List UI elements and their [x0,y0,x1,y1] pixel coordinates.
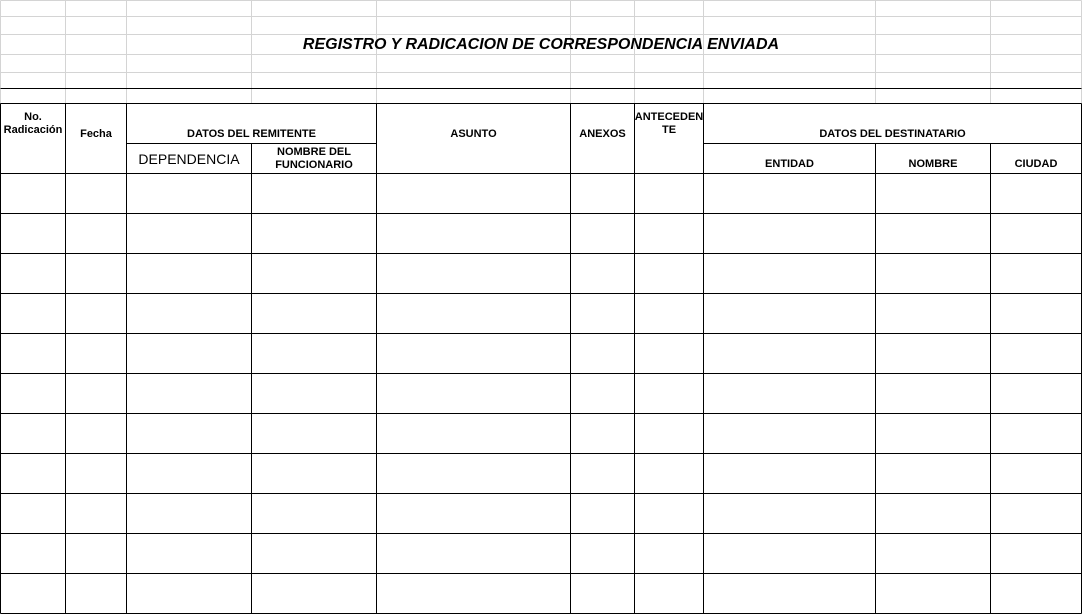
table-cell[interactable] [571,214,634,253]
table-cell[interactable] [991,414,1081,453]
table-cell[interactable] [127,174,251,213]
table-cell[interactable] [704,534,875,573]
header-entidad: ENTIDAD [765,158,814,170]
table-cell[interactable] [66,334,126,373]
table-cell[interactable] [1,214,65,253]
table-cell[interactable] [127,334,251,373]
table-cell[interactable] [66,574,126,613]
table-cell[interactable] [377,254,570,293]
table-cell[interactable] [66,454,126,493]
header-fecha: Fecha [80,128,112,140]
table-cell[interactable] [127,414,251,453]
table-cell[interactable] [635,294,703,333]
table-cell[interactable] [571,494,634,533]
table-cell[interactable] [876,454,990,493]
table-cell[interactable] [876,294,990,333]
table-cell[interactable] [1,334,65,373]
table-cell[interactable] [635,214,703,253]
table-cell[interactable] [704,334,875,373]
table-cell[interactable] [704,254,875,293]
table-cell[interactable] [252,174,376,213]
header-antecedente-line1: ANTECEDEN [634,110,704,123]
table-cell[interactable] [1,174,65,213]
table-cell[interactable] [571,294,634,333]
header-antecedente-line2: TE [661,123,677,136]
table-cell[interactable] [1,534,65,573]
table-cell[interactable] [991,574,1081,613]
table-cell[interactable] [571,334,634,373]
header-no-radicacion [1,104,65,143]
table-cell[interactable] [1,494,65,533]
table-cell[interactable] [66,494,126,533]
table-cell[interactable] [571,454,634,493]
header-datos-remitente: DATOS DEL REMITENTE [187,128,316,140]
header-nombre: NOMBRE [908,158,958,170]
table-cell[interactable] [704,294,875,333]
table-cell[interactable] [127,454,251,493]
table-cell[interactable] [991,174,1081,213]
table-cell[interactable] [66,214,126,253]
table-cell[interactable] [377,294,570,333]
table-cell[interactable] [991,534,1081,573]
table-cell[interactable] [252,494,376,533]
table-cell[interactable] [635,534,703,573]
header-no-radicacion-line2: Radicación [3,123,63,136]
table-cell[interactable] [127,534,251,573]
table-cell[interactable] [252,214,376,253]
table-cell[interactable] [1,254,65,293]
table-cell[interactable] [1,294,65,333]
header-nombre-funcionario-line1: NOMBRE DEL [277,145,351,158]
table-cell[interactable] [876,174,990,213]
table-cell[interactable] [991,374,1081,413]
table-cell[interactable] [252,254,376,293]
table-cell[interactable] [127,294,251,333]
table-cell[interactable] [876,414,990,453]
header-ciudad: CIUDAD [1014,158,1058,170]
table-cell[interactable] [571,414,634,453]
table-cell[interactable] [571,374,634,413]
table-cell[interactable] [635,414,703,453]
table-cell[interactable] [704,174,875,213]
table-cell[interactable] [876,574,990,613]
table-cell[interactable] [876,254,990,293]
table-cell[interactable] [66,534,126,573]
table-cell[interactable] [377,334,570,373]
header-datos-destinatario: DATOS DEL DESTINATARIO [819,128,966,140]
table-cell[interactable] [377,374,570,413]
table-cell[interactable] [1,414,65,453]
table-cell[interactable] [704,494,875,533]
table-cell[interactable] [127,374,251,413]
table-cell[interactable] [635,174,703,213]
table-cell[interactable] [991,334,1081,373]
document-title: REGISTRO Y RADICACION DE CORRESPONDENCIA ENVIADA [302,36,780,53]
header-asunto: ASUNTO [450,128,497,140]
table-cell[interactable] [66,414,126,453]
table-cell[interactable] [635,494,703,533]
table-cell[interactable] [991,254,1081,293]
table-cell[interactable] [377,214,570,253]
table-cell[interactable] [377,414,570,453]
table-cell[interactable] [635,374,703,413]
table-cell[interactable] [66,174,126,213]
table-cell[interactable] [377,494,570,533]
table-cell[interactable] [571,174,634,213]
table-cell[interactable] [127,254,251,293]
table-cell[interactable] [377,534,570,573]
table-cell[interactable] [377,174,570,213]
table-cell[interactable] [571,534,634,573]
table-cell[interactable] [704,414,875,453]
table-cell[interactable] [635,254,703,293]
table-cell[interactable] [571,574,634,613]
table-cell[interactable] [1,374,65,413]
table-cell[interactable] [127,214,251,253]
table-cell[interactable] [991,294,1081,333]
table-cell[interactable] [252,454,376,493]
header-anexos: ANEXOS [579,128,626,140]
table-cell[interactable] [252,574,376,613]
table-cell[interactable] [876,374,990,413]
table-cell[interactable] [377,454,570,493]
table-cell[interactable] [991,214,1081,253]
table-cell[interactable] [635,454,703,493]
table-cell[interactable] [252,294,376,333]
header-dependencia: DEPENDENCIA [138,150,240,167]
header-nombre-funcionario-line2: FUNCIONARIO [275,158,353,171]
table-cell[interactable] [66,374,126,413]
table-cell[interactable] [127,494,251,533]
table-cell[interactable] [991,454,1081,493]
table-cell[interactable] [635,574,703,613]
table-cell[interactable] [876,334,990,373]
table-cell[interactable] [704,454,875,493]
table-cell[interactable] [127,574,251,613]
table-cell[interactable] [571,254,634,293]
table-cell[interactable] [704,374,875,413]
header-antecedente [635,104,703,143]
table-cell[interactable] [876,214,990,253]
table-cell[interactable] [704,574,875,613]
table-cell[interactable] [704,214,875,253]
table-cell[interactable] [1,454,65,493]
table-cell[interactable] [876,494,990,533]
table-cell[interactable] [66,254,126,293]
table-cell[interactable] [252,534,376,573]
table-cell[interactable] [252,374,376,413]
table-cell[interactable] [252,334,376,373]
table-cell[interactable] [252,414,376,453]
table-cell[interactable] [377,574,570,613]
header-nombre-funcionario [252,144,376,173]
table-cell[interactable] [991,494,1081,533]
table-cell[interactable] [635,334,703,373]
table-cell[interactable] [876,534,990,573]
table-cell[interactable] [66,294,126,333]
header-no-radicacion-line1: No. [24,110,42,123]
table-cell[interactable] [1,574,65,613]
